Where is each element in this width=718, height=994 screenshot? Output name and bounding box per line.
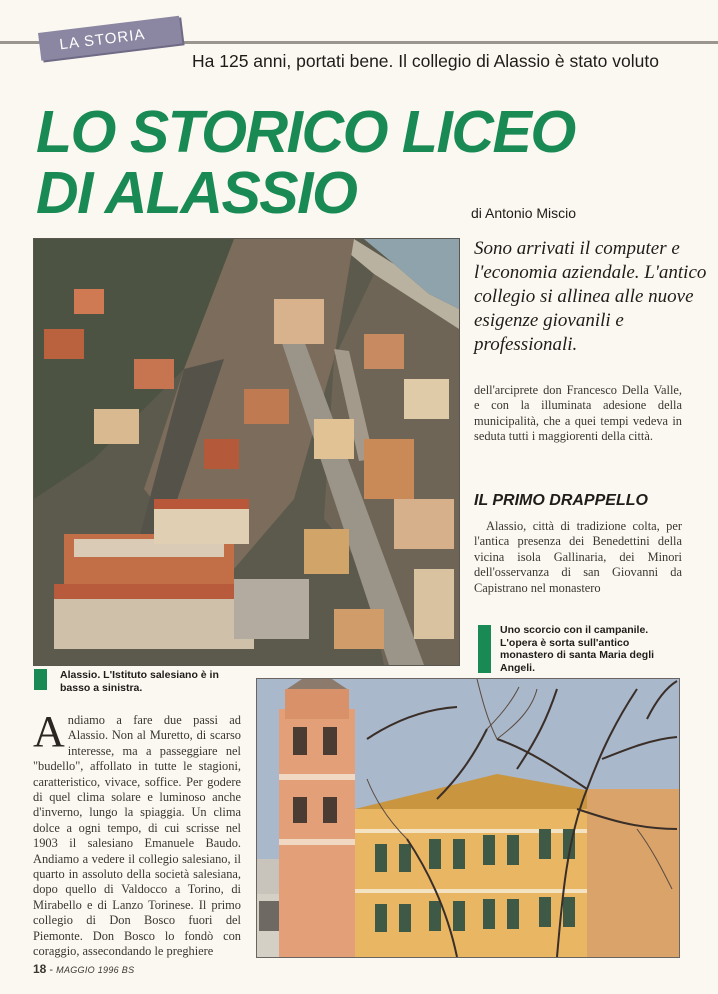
bell-tower-photo <box>256 678 680 958</box>
title-line-1: LO STORICO LICEO <box>36 99 575 165</box>
page-number: 18 <box>33 962 47 976</box>
section-tag-label: LA STORIA <box>58 26 147 54</box>
subheading: IL PRIMO DRAPPELLO <box>474 492 648 509</box>
left-column-text <box>33 707 241 960</box>
section-tag <box>38 16 182 61</box>
aerial-photo-drawing <box>34 239 459 665</box>
bell-tower-photo-drawing <box>257 679 679 957</box>
right-column-text-1: dell'arciprete don Francesco Della Valle, e con la illuminata adesione della municipalità, che a quei tempi vedeva in seduta tutti i maggiorenti della città. <box>474 383 682 444</box>
dropcap: A <box>33 707 65 756</box>
caption-aerial: Alassio. L'Istituto salesiano è in basso a sinistra. <box>60 669 219 694</box>
left-column-body: ndiamo a fare due passi ad Alassio. Non al Muretto, di scarso interesse, ma a passeggiare nel "budello", affollato in tutte le stagioni, caratteristico, vivace, soffice. Per godere di quel clima solare e luminoso anche d'inverno, lungo la spiaggia. Un clima dolce a ogni tempo, di cui scrisse nel 1903 il salesiano Emanuele Baudo. Andiamo a vedere il collegio salesiano, il quarto in assoluto della società salesiana, dopo quello di Valdocco a Torino, di Mirabello e di Lanzo Torinese. Il primo collegio di Don Bosco fuori del Piemonte. Don Bosco lo fondò con coraggio, assecondando le preghiere <box>33 713 241 959</box>
byline: di Antonio Miscio <box>471 205 577 221</box>
kicker-text: Ha 125 anni, portati bene. Il collegio di Alassio è stato voluto <box>192 51 659 71</box>
caption-marker-tower <box>478 625 491 673</box>
caption-marker-aerial <box>34 669 47 690</box>
page-footer <box>33 962 134 976</box>
lead-paragraph: Sono arrivati il computer e l'economia aziendale. L'antico collegio si allinea alle nuove esigenze giovanili e professionali. <box>474 238 707 355</box>
title-line-2: DI ALASSIO <box>36 160 357 226</box>
footer-separator: - <box>46 964 57 976</box>
right-column-text-2: Alassio, città di tradizione colta, per l'antica presenza dei Benedettini della vicina isola Gallinaria, dei Minori dell'osservanza di san Giovanni da Capistrano nel monastero <box>474 519 682 595</box>
issue-label: MAGGIO 1996 BS <box>56 965 135 975</box>
aerial-photo <box>33 238 460 666</box>
caption-tower: Uno scorcio con il campanile. L'opera è sorta sull'antico monastero di santa Maria degli Angeli. <box>500 624 655 674</box>
